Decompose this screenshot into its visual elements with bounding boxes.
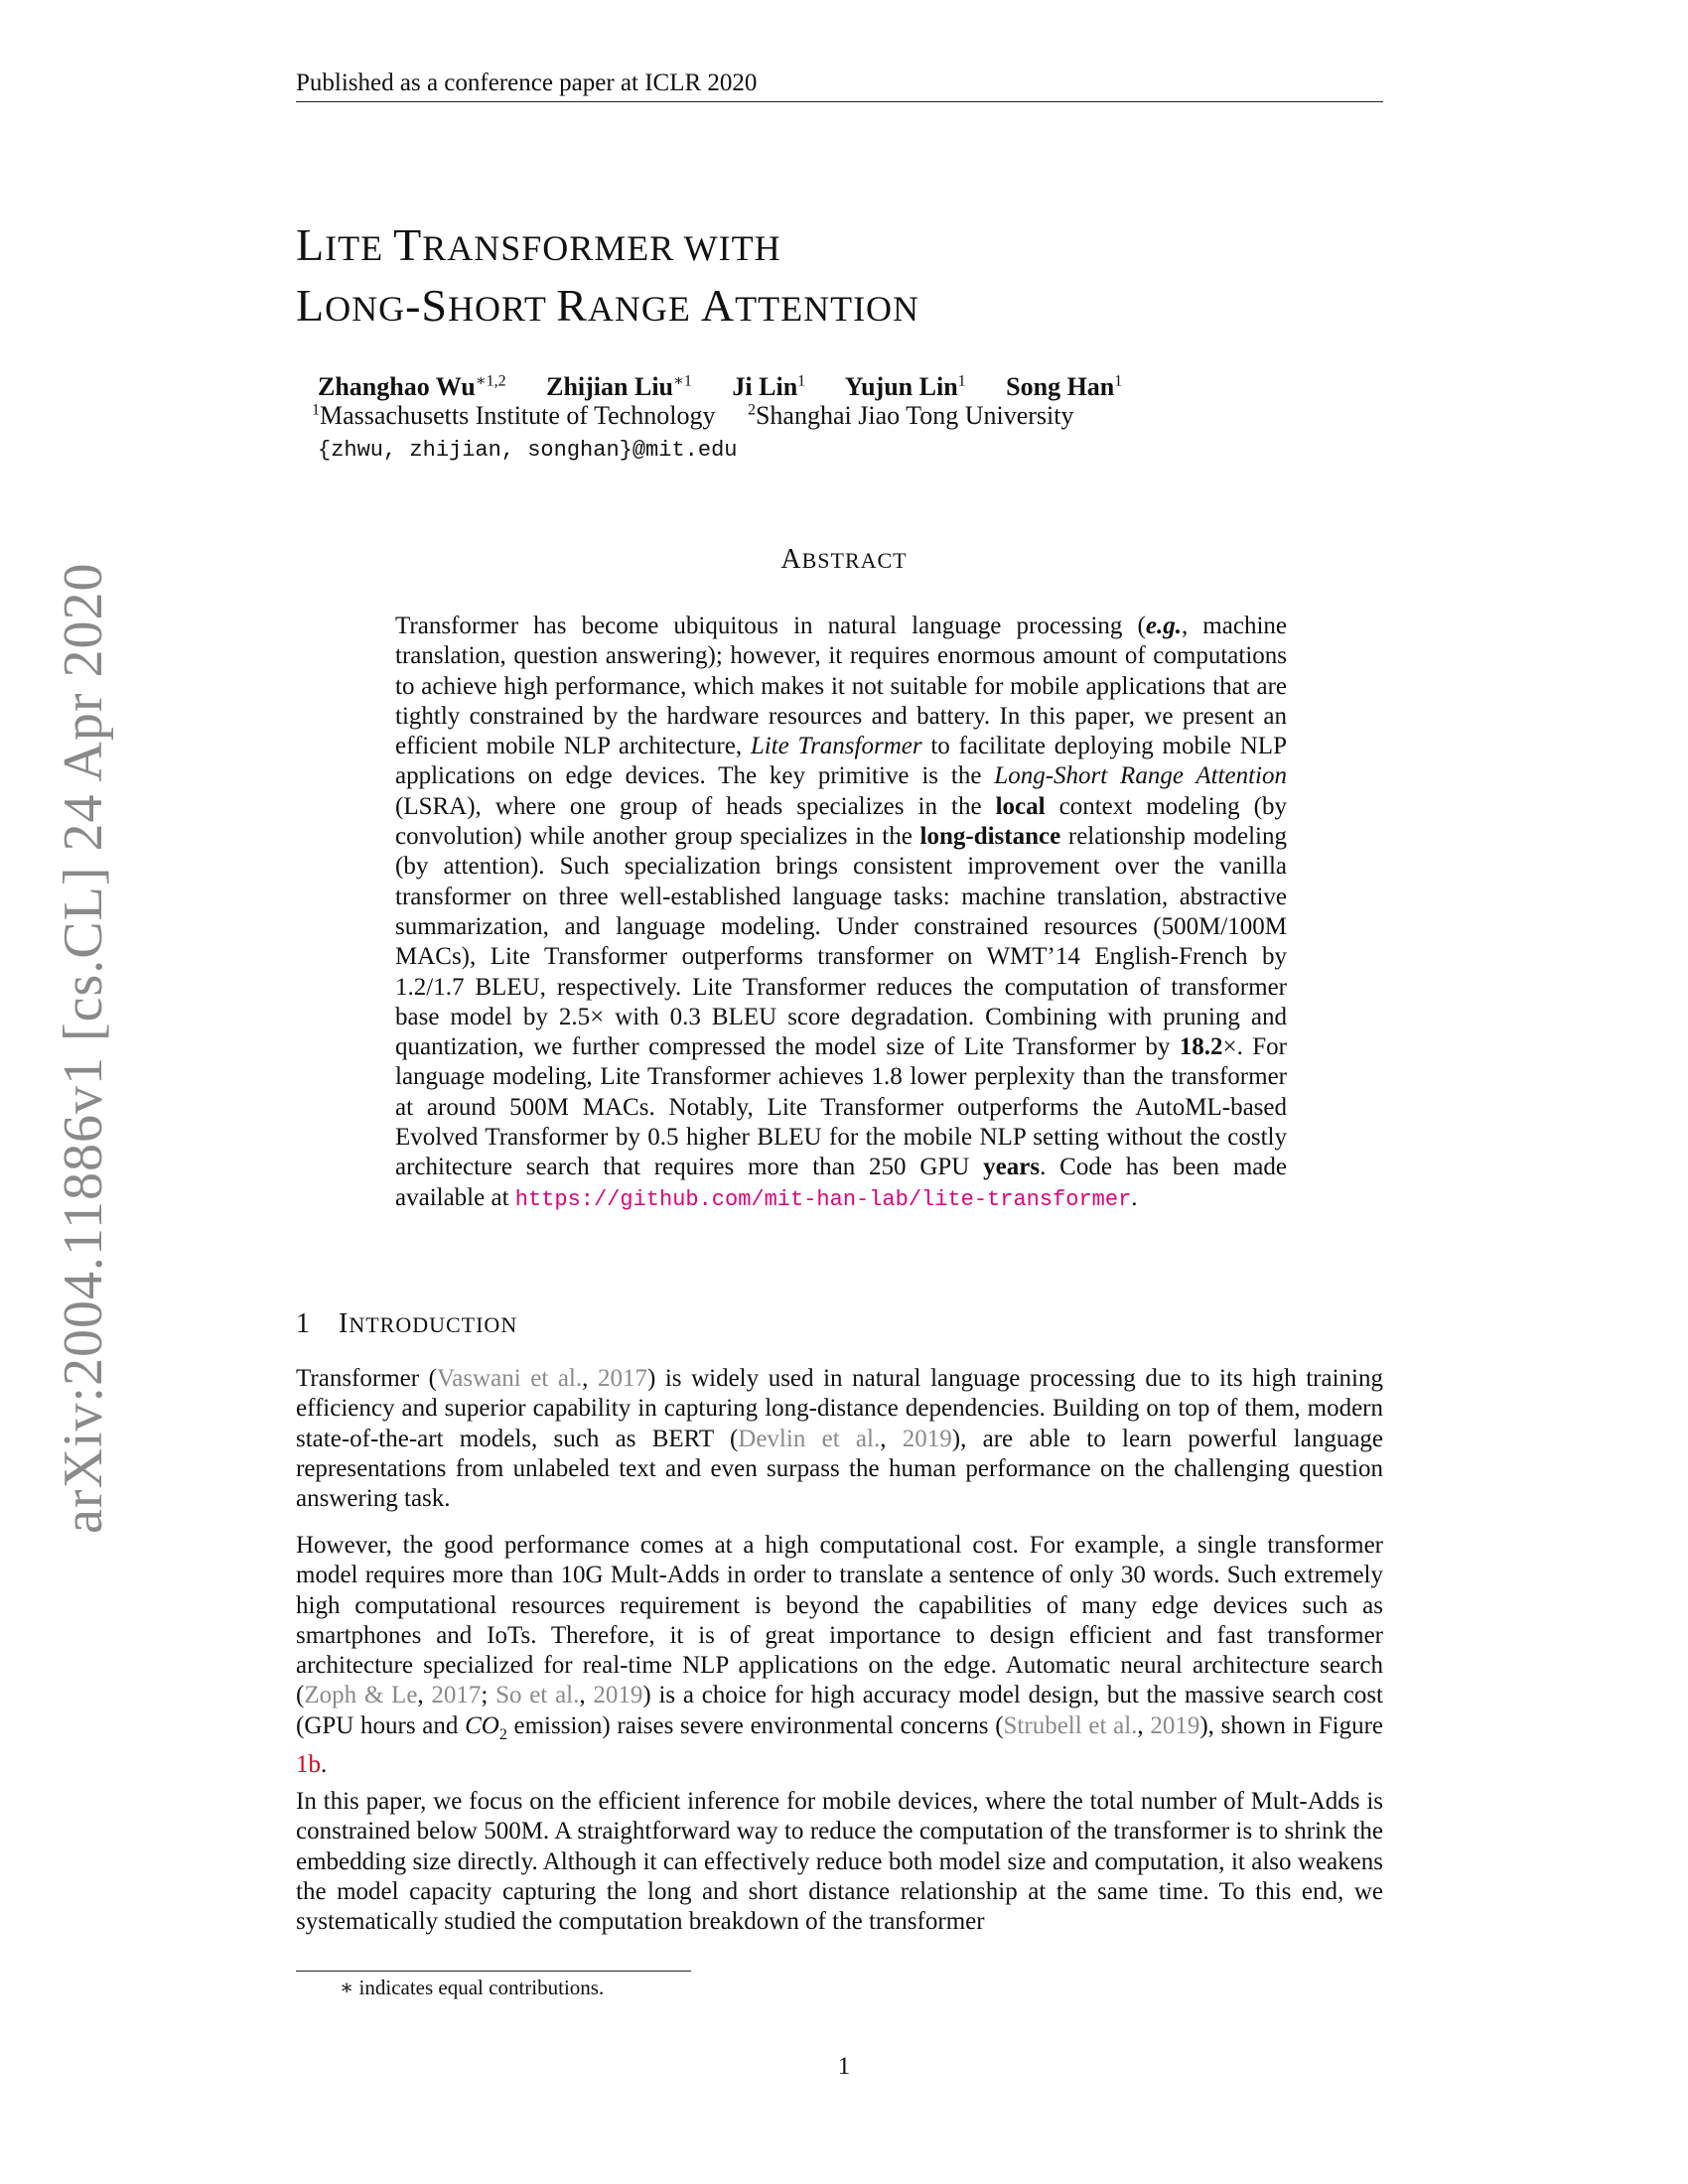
author: Song Han$^1$: [1006, 371, 1123, 401]
citation-year-link[interactable]: 2019: [1150, 1711, 1200, 1739]
citation-link[interactable]: Devlin et al.: [738, 1425, 881, 1452]
author: Ji Lin$^1$: [732, 371, 806, 401]
title-line-2: LONG-SHORT RANGE ATTENTION: [296, 280, 920, 331]
intro-paragraph-1: Transformer (Vaswani et al., 2017) is widely used in natural language processing due to its high training efficiency and superior capability in capturing long-distance dependencies. Building on top of them, modern state-of-the-art models, such as BERT (Devlin et al., 2019), are able to learn powerful language representations from unlabeled text and even surpass the human performance on the challenging question answering task.: [296, 1365, 1384, 1513]
author-list: [318, 370, 1156, 402]
running-header: Published as a conference paper at ICLR 2020: [296, 69, 1383, 102]
title-line-1: LITE TRANSFORMER WITH: [296, 219, 781, 270]
paper-title: [296, 216, 919, 338]
citation-link[interactable]: Vaswani et al.: [436, 1365, 583, 1392]
code-link[interactable]: https://github.com/mit-han-lab/lite-transformer: [514, 1186, 1132, 1212]
intro-paragraph-3: In this paper, we focus on the efficient inference for mobile devices, where the total number of Mult-Adds is constrained below 500M. A straightforward way to reduce the computation of the transformer is to shrink the embedding size directly. Although it can effectively reduce both model size and computation, it also weakens the model capacity capturing the long and short distance relationship at the same time. To this end, we systematically studied the computation breakdown of the transformer: [296, 1788, 1383, 1936]
author-email: {zhwu, zhijian, songhan}@mit.edu: [318, 438, 738, 463]
author: Zhanghao $Wu^{∗1,2}$: [318, 371, 506, 401]
footnote-rule: [296, 1971, 691, 1972]
figure-ref-link[interactable]: 1b: [296, 1751, 321, 1779]
citation-link[interactable]: Zoph & Le: [304, 1682, 418, 1709]
arxiv-stamp: arXiv:2004.11886v1 [cs.CL] 24 Apr 2020: [53, 562, 114, 1534]
citation-year-link[interactable]: 2017: [597, 1365, 647, 1392]
author: Yujun Lin$^1$: [844, 371, 966, 401]
citation-year-link[interactable]: 2017: [431, 1682, 482, 1709]
abstract-heading: ABSTRACT: [780, 544, 908, 575]
citation-year-link[interactable]: 2019: [902, 1425, 952, 1452]
citation-year-link[interactable]: 2019: [593, 1682, 643, 1709]
affiliations: $^1$Massachusetts Institute of Technology $^2$Shanghai Jiao Tong University: [312, 401, 1074, 430]
abstract-body: Transformer has become ubiquitous in natural language processing (e.g., machine translation, question answering); however, it requires enormous amount of computations to achieve high performance, which makes it not suitable for mobile applications that are tightly constrained by the hardware resources and battery. In this paper, we present an efficient mobile NLP architecture, Lite Transformer to facilitate deploying mobile NLP applications on edge devices. The key primitive is the Long-Short Range Attention (LSRA), where one group of heads specializes in the local context modeling (by convolution) while another group specializes in the long-distance relationship modeling (by attention). Such specialization brings consistent improvement over the vanilla transformer on three well-established language tasks: machine translation, abstractive summarization, and language modeling. Under constrained resources (500M/100M MACs), Lite Transformer outperforms transformer on WMT’14 English-French by 1.2/1.7 BLEU, respectively. Lite Transformer reduces the computation of transformer base model by 2.5× with 0.3 BLEU score degradation. Combining with pruning and quantization, we further compressed the model size of Lite Transformer by 18.2×. For language modeling, Lite Transformer achieves 1.8 lower perplexity than the transformer at around 500M MACs. Notably, Lite Transformer outperforms the AutoML-based Evolved Transformer by 0.5 higher BLEU for the mobile NLP setting without the costly architecture search that requires more than 250 GPU years. Code has been made available at https://github.com/mit-han-lab/lite-transformer.: [395, 613, 1288, 1212]
citation-link[interactable]: Strubell et al.: [1003, 1711, 1138, 1739]
section-heading-introduction: 1 INTRODUCTION: [296, 1308, 518, 1339]
intro-paragraph-2: However, the good performance comes at a high computational cost. For example, a single transformer model requires more than 10G Mult-Adds in order to translate a sentence of only 30 words. Such extremely high computational resources requirement is beyond the capabilities of many edge devices such as smartphones and IoTs. Therefore, it is of great importance to design efficient and fast transformer architecture specialized for real-time NLP applications on the edge. Automatic neural architecture search (Zoph & Le, 2017; So et al., 2019) is a choice for high accuracy model design, but the massive search cost (GPU hours and $CO_2$ emission) raises severe environmental concerns (Strubell et al., 2019), shown in Figure 1b.: [296, 1532, 1384, 1779]
citation-link[interactable]: So et al.: [495, 1682, 580, 1709]
page-number: 1: [837, 2053, 851, 2080]
author: Zhijian Liu$^{∗1}$: [546, 371, 692, 401]
footnote: ∗ indicates equal contributions.: [340, 1976, 605, 1999]
